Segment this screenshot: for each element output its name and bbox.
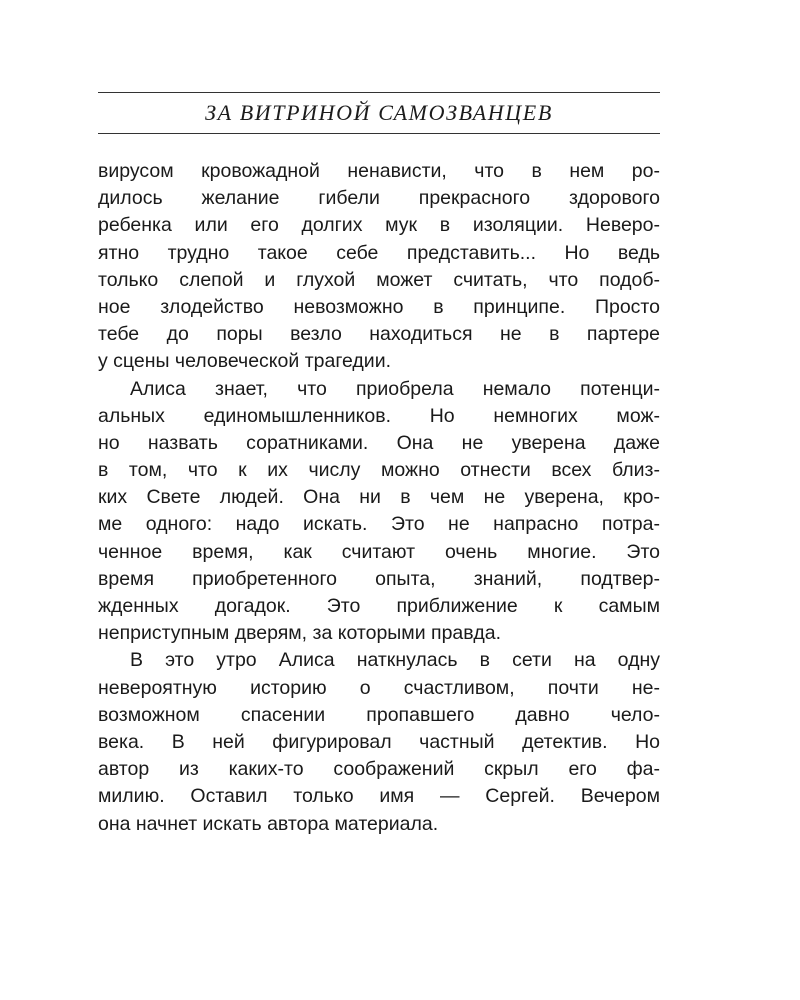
text-line: ное злодейство невозможно в принципе. Просто xyxy=(98,295,660,318)
text-line: она начнет искать автора материала. xyxy=(98,812,439,835)
text-line: только слепой и глухой может считать, что подоб- xyxy=(98,268,660,291)
text-line: неприступным дверям, за которыми правда. xyxy=(98,622,502,645)
text-line: но назвать соратниками. Она не уверена даже xyxy=(98,431,660,454)
text-line: время приобретенного опыта, знаний, подтвер- xyxy=(98,567,660,590)
text-line: жденных догадок. Это приближение к самым xyxy=(98,595,660,617)
body-text xyxy=(98,158,660,838)
text-line: вирусом кровожадной ненависти, что в нем ро- xyxy=(98,160,660,182)
text-line: ких Свете людей. Она ни в чем не уверена, кро- xyxy=(98,486,660,509)
text-line: в том, что к их числу можно отнести всех близ- xyxy=(98,459,660,482)
text-line: ребенка или его долгих мук в изоляции. Неверо- xyxy=(98,214,660,237)
text-line: милию. Оставил только имя — Сергей. Вечером xyxy=(98,785,660,808)
paragraph-start-line: Алиса знает, что приобрела немало потенци- xyxy=(130,377,660,400)
text-line: ятно трудно такое себе представить... Но ведь xyxy=(98,241,660,264)
text-line: ченное время, как считают очень многие. Это xyxy=(98,540,660,563)
text-line: ме одного: надо искать. Это не напрасно потра- xyxy=(98,513,660,536)
text-line: дилось желание гибели прекрасного здорового xyxy=(98,187,660,210)
text-line: автор из каких-то соображений скрыл его фа- xyxy=(98,758,660,781)
running-header xyxy=(98,92,660,134)
running-head-title: ЗА ВИТРИНОЙ САМОЗВАНЦЕВ xyxy=(205,100,553,125)
paragraph-start-line: В это утро Алиса наткнулась в сети на одну xyxy=(130,649,660,672)
text-line: альных единомышленников. Но немногих мож- xyxy=(98,404,660,427)
text-line: возможном спасении пропавшего давно чело- xyxy=(98,703,660,726)
text-line: невероятную историю о счастливом, почти не- xyxy=(98,676,660,699)
text-line: века. В ней фигурировал частный детектив. Но xyxy=(98,730,660,753)
text-line: тебе до поры везло находиться не в партере xyxy=(98,323,660,346)
text-line: у сцены человеческой трагедии. xyxy=(98,350,392,373)
